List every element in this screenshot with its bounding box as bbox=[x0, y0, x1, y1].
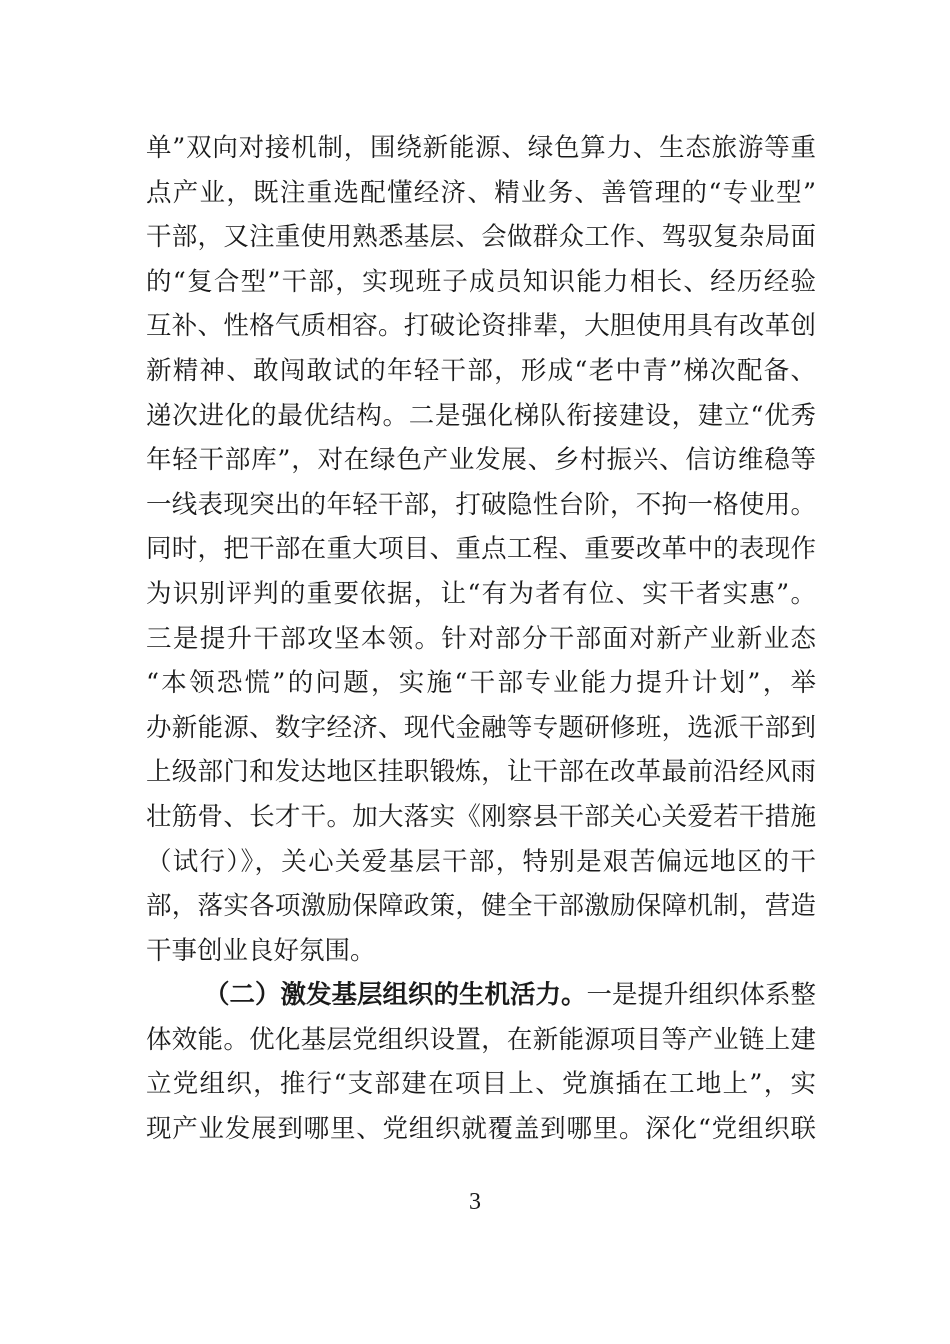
text-line: 壮筋骨、长才干。加大落实《刚察县干部关心关爱若干措施 bbox=[146, 801, 816, 832]
text-line: 上级部门和发达地区挂职锻炼，让干部在改革最前沿经风雨 bbox=[146, 757, 816, 788]
text-line: 点产业，既注重选配懂经济、精业务、善管理的“专业型” bbox=[146, 177, 816, 208]
text-line: 单”双向对接机制，围绕新能源、绿色算力、生态旅游等重 bbox=[146, 133, 816, 163]
text-line: 同时，把干部在重大项目、重点工程、重要改革中的表现作 bbox=[146, 534, 816, 565]
text-line: “本领恐慌”的问题，实施“干部专业能力提升计划”，举 bbox=[146, 668, 816, 699]
text-line: 新精神、敢闯敢试的年轻干部，形成“老中青”梯次配备、 bbox=[146, 355, 816, 386]
text-line: 一线表现突出的年轻干部，打破隐性台阶，不拘一格使用。 bbox=[146, 489, 816, 520]
text-line: 互补、性格气质相容。打破论资排辈，大胆使用具有改革创 bbox=[146, 311, 816, 342]
text-line: 干部，又注重使用熟悉基层、会做群众工作、驾驭复杂局面 bbox=[146, 222, 816, 253]
text-line: 为识别评判的重要依据，让“有为者有位、实干者实惠”。 bbox=[146, 578, 816, 609]
section-heading: （二）激发基层组织的生机活力。 bbox=[204, 980, 587, 1011]
text-line: 立党组织，推行“支部建在项目上、党旗插在工地上”，实 bbox=[146, 1069, 816, 1100]
text-line: 办新能源、数字经济、现代金融等专题研修班，选派干部到 bbox=[146, 712, 816, 743]
section-first-line-text: 一是提升组织体系整 bbox=[586, 980, 817, 1011]
text-line: 体效能。优化基层党组织设置，在新能源项目等产业链上建 bbox=[146, 1024, 816, 1055]
text-line: 部，落实各项激励保障政策，健全干部激励保障机制，营造 bbox=[146, 891, 816, 922]
text-line: 干事创业良好氛围。 bbox=[146, 935, 376, 966]
page-number: 3 bbox=[469, 1189, 481, 1215]
text-line: 年轻干部库”，对在绿色产业发展、乡村振兴、信访维稳等 bbox=[146, 445, 816, 476]
section-first-line bbox=[146, 973, 816, 1018]
text-line: 现产业发展到哪里、党组织就覆盖到哪里。深化“党组织联 bbox=[146, 1114, 816, 1145]
body-text bbox=[146, 126, 816, 1152]
text-line: 三是提升干部攻坚本领。针对部分干部面对新产业新业态 bbox=[146, 623, 816, 654]
text-line: （试行）》，关心关爱基层干部，特别是艰苦偏远地区的干 bbox=[146, 846, 816, 877]
text-line: 的“复合型”干部，实现班子成员知识能力相长、经历经验 bbox=[146, 266, 816, 297]
text-line: 递次进化的最优结构。二是强化梯队衔接建设，建立“优秀 bbox=[146, 400, 816, 431]
